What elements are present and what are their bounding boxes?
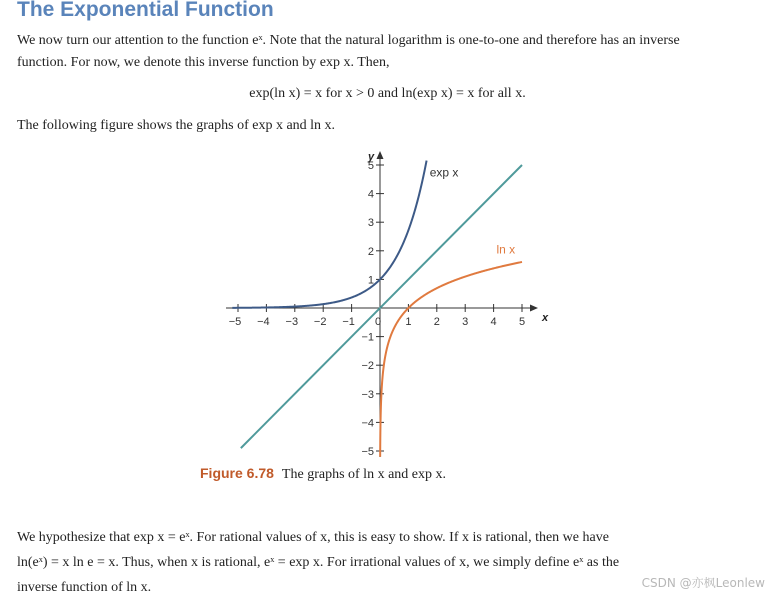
y-tick-label: 5	[367, 160, 374, 172]
figure-caption	[200, 465, 446, 483]
y-tick-label: −2	[361, 360, 374, 373]
y-tick-label: −5	[361, 446, 374, 458]
y-axis-label: y	[368, 151, 375, 163]
figure-intro: The following figure shows the graphs of exp x and ln x.	[17, 118, 336, 133]
y-axis-arrow	[377, 151, 384, 159]
x-tick-label: 1	[405, 316, 412, 328]
y-tick-label: 1	[367, 274, 374, 287]
x-tick-label: −4	[257, 316, 270, 328]
exp-curve-label: exp x	[429, 165, 459, 180]
page-title: The Exponential Function	[17, 0, 274, 21]
curve-ln	[380, 262, 522, 457]
hypothesis-line-3: inverse function of ln x.	[17, 580, 152, 595]
figure-label: Figure 6.78	[200, 465, 274, 481]
y-tick-label: 4	[367, 188, 374, 201]
inverse-equation: exp(ln x) = x for x > 0 and ln(exp x) = x for all x.	[249, 86, 526, 101]
x-tick-label: 3	[462, 316, 469, 328]
y-tick-label: −4	[361, 417, 374, 430]
x-axis-label: x	[542, 312, 549, 324]
hypothesis-line-2: ln(eˣ) = x ln e = x. Thus, when x is rational, eˣ = exp x. For irrational values of x, we simply define eˣ as the	[17, 555, 620, 570]
x-tick-label: 0	[374, 316, 382, 328]
y-tick-label: 2	[367, 245, 374, 258]
figure-caption-text: The graphs of ln x and exp x.	[281, 467, 446, 482]
y-tick-label: −3	[361, 388, 374, 401]
y-tick-label: 3	[367, 217, 374, 230]
ln-curve-label: ln x	[496, 242, 516, 257]
x-tick-label: −1	[342, 316, 355, 328]
intro-line-2: function. For now, we denote this inverse function by exp x. Then,	[17, 55, 390, 70]
x-tick-label: −5	[228, 316, 242, 328]
x-tick-label: 4	[490, 316, 497, 328]
x-tick-label: 2	[433, 316, 440, 328]
x-tick-label: −3	[285, 316, 299, 328]
curve-exp	[232, 161, 426, 308]
x-tick-label: −2	[313, 316, 327, 328]
x-tick-label: 5	[518, 316, 526, 328]
intro-line-1: We now turn our attention to the function eˣ. Note that the natural logarithm is one-to-one and therefore has an inverse	[17, 33, 680, 48]
y-tick-label: −1	[361, 331, 374, 344]
watermark: CSDN @亦枫Leonlew	[641, 576, 765, 590]
x-axis-arrow	[530, 305, 538, 312]
hypothesis-line-1: We hypothesize that exp x = eˣ. For rational values of x, this is easy to show. If x is rational, then we have	[17, 530, 609, 545]
